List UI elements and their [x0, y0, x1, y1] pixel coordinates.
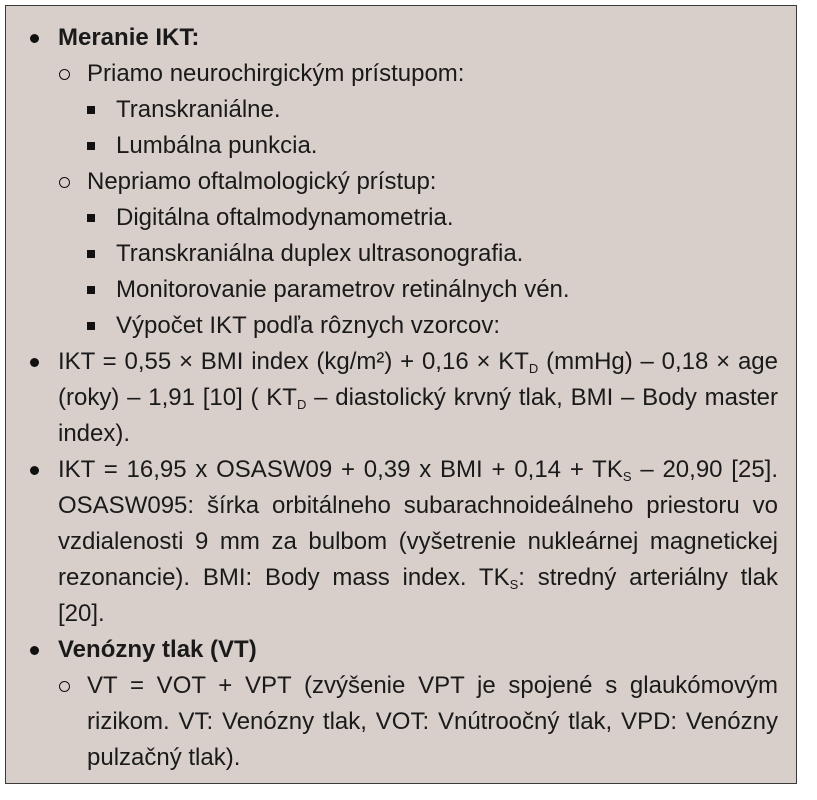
subscript: D [296, 397, 307, 412]
list-item-venozny [28, 632, 778, 668]
formula-text: : stredný arteriálny tlak [20]. [58, 564, 778, 627]
item-text: Transkraniálna duplex ultrasonografia. [116, 240, 524, 267]
formula-text: – diastolický krvný tlak, BMI – Body master index). [58, 384, 778, 447]
list-item-monitorovanie [28, 272, 778, 308]
item-text: Výpočet IKT podľa rôznych vzorcov: [116, 312, 501, 339]
bullet-icon [30, 466, 39, 475]
square-bullet-icon [87, 142, 95, 150]
item-text: Lumbálna punkcia. [116, 132, 318, 159]
list-item-meranie [28, 20, 778, 56]
list-item-transkranialne [28, 92, 778, 128]
item-text: VT = VOT + VPT (zvýšenie VPT je spojené s glaukómovým rizikom. VT: Venózny tlak, VOT: Vnútroočný tlak, VPD: Venózny pulzačný tlak). [87, 672, 778, 771]
item-text: Nepriamo oftalmologický prístup: [87, 168, 437, 195]
formula-text: – 20,90 [25]. OSASW095: šírka orbitálneho subarachnoideálneho priestoru vo vzdialenosti 9 mm za bulbom (vyšetrenie nukleárnej magnetickej rezonancie). BMI: Body mass index. TK [58, 456, 779, 591]
item-text: Digitálna oftalmodynamometria. [116, 204, 454, 231]
bullet-icon [30, 358, 39, 367]
square-bullet-icon [87, 322, 95, 330]
list-item-nepriamo [28, 164, 778, 200]
item-text: Priamo neurochirgickým prístupom: [87, 60, 465, 87]
item-text: Meranie IKT: [58, 24, 200, 51]
list-item-vt [28, 668, 778, 776]
item-text: Venózny tlak (VT) [58, 636, 257, 663]
formula-text: (mmHg) – 0,18 × age (roky) – 1,91 [10] ( KT [58, 348, 778, 411]
formula-text: IKT = 16,95 x OSASW09 + 0,39 x BMI + 0,14 + TK [58, 456, 623, 483]
circle-bullet-icon [59, 177, 70, 188]
formula-text: IKT = 0,55 × BMI index (kg/m²) + 0,16 × KT [58, 348, 529, 375]
subscript: S [622, 469, 632, 484]
list-item-priamo [28, 56, 778, 92]
circle-bullet-icon [59, 681, 70, 692]
bullet-icon [30, 646, 39, 655]
list-item-lumbalna [28, 128, 778, 164]
square-bullet-icon [87, 250, 95, 258]
subscript: S [509, 577, 519, 592]
list-item-vypocet [28, 308, 778, 344]
list-item-duplex [28, 236, 778, 272]
list-item-formula-2 [28, 452, 778, 632]
subscript: D [528, 361, 539, 376]
list-item-formula-1 [28, 344, 778, 452]
info-box [5, 5, 797, 784]
square-bullet-icon [87, 214, 95, 222]
square-bullet-icon [87, 106, 95, 114]
item-text: Transkraniálne. [116, 96, 281, 123]
list-item-digitalna [28, 200, 778, 236]
square-bullet-icon [87, 286, 95, 294]
circle-bullet-icon [59, 69, 70, 80]
item-text: Monitorovanie parametrov retinálnych vén. [116, 276, 570, 303]
bullet-icon [30, 34, 39, 43]
